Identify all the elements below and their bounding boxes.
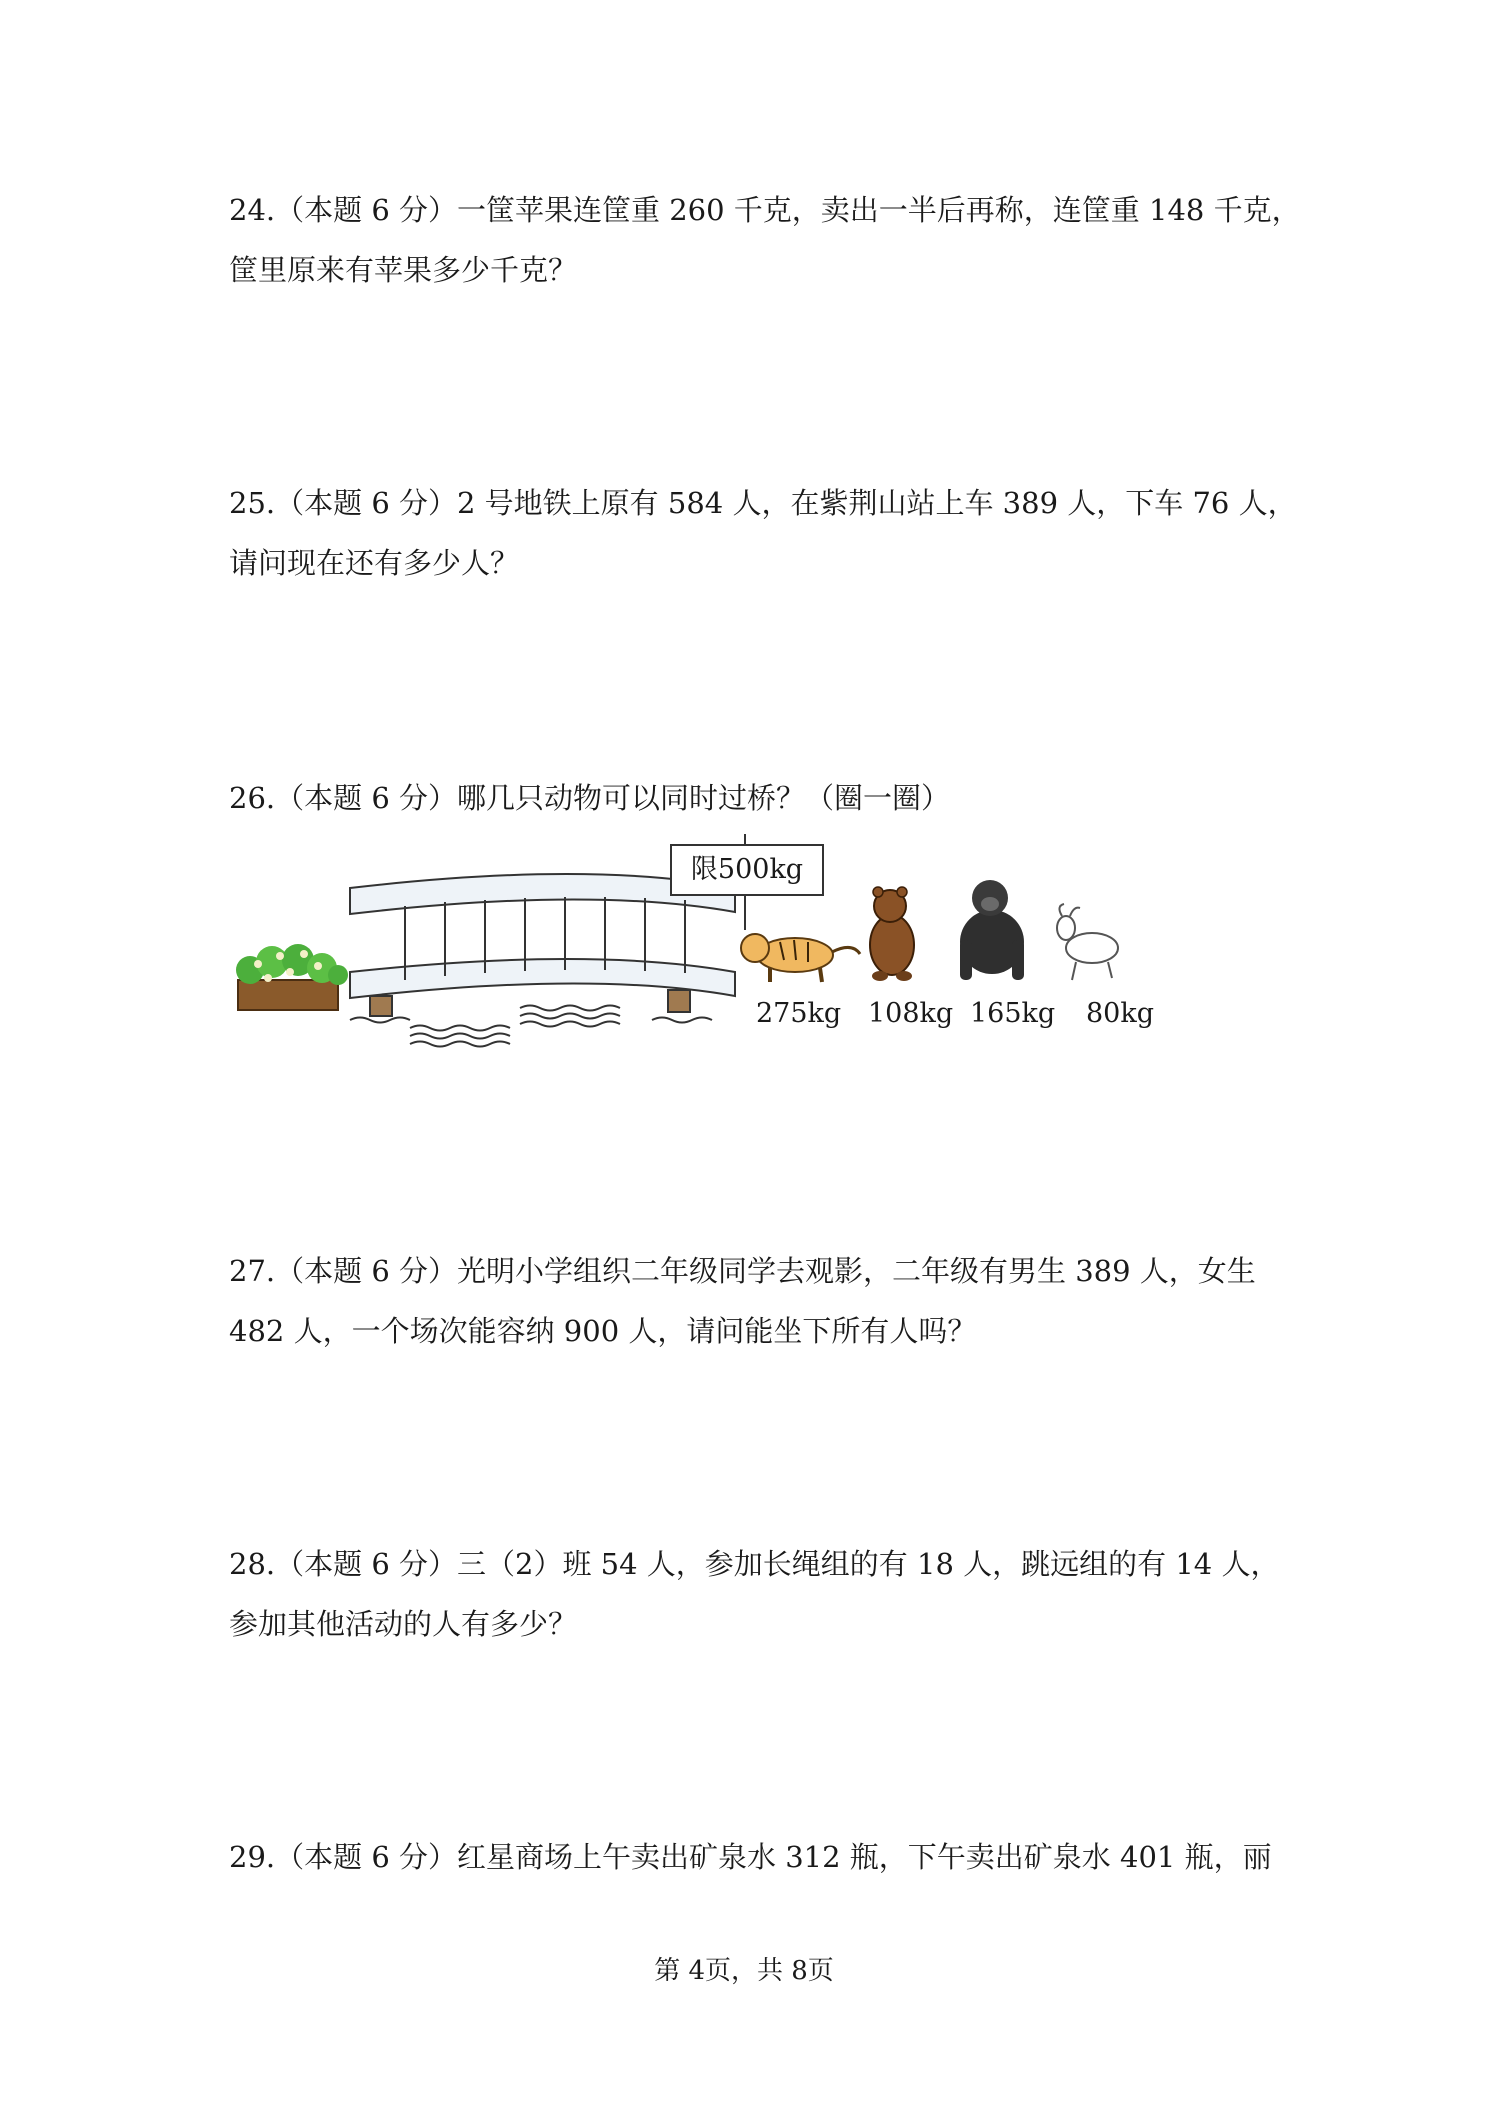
question-29 [229, 1827, 1272, 1887]
question-26 [229, 768, 950, 828]
page-number: 第 4页，共 8页 [654, 1956, 834, 1986]
tiger-weight: 275kg [756, 998, 842, 1029]
question-25-line1: 25.（本题 6 分）2 号地铁上原有 584 人，在紫荆山站上车 389 人，下车 76 人， [229, 486, 1297, 520]
question-28-line2: 参加其他活动的人有多少？ [229, 1607, 578, 1641]
page-footer [0, 1950, 1488, 1987]
goat-weight: 80kg [1086, 998, 1155, 1029]
question-28-line1: 28.（本题 6 分）三（2）班 54 人，参加长绳组的有 18 人，跳远组的有 14 人， [229, 1547, 1280, 1581]
water-waves-icon [350, 1006, 712, 1047]
question-24-line1: 24.（本题 6 分）一筐苹果连筐重 260 千克，卖出一半后再称，连筐重 148 千克， [229, 193, 1301, 227]
flower-bush-icon [236, 944, 348, 1010]
question-24-line2: 筐里原来有苹果多少千克？ [229, 253, 578, 287]
question-28 [229, 1534, 1279, 1654]
bear-weight: 108kg [868, 998, 954, 1029]
bridge-figure [220, 830, 1180, 1070]
gorilla-weight: 165kg [970, 998, 1056, 1029]
gorilla-icon [960, 880, 1024, 980]
tiger-icon [741, 934, 860, 982]
goat-icon [1057, 904, 1118, 980]
question-27-line1: 27.（本题 6 分）光明小学组织二年级同学去观影，二年级有男生 389 人，女生 [229, 1254, 1256, 1288]
question-27 [229, 1241, 1256, 1361]
weight-limit-sign: 限500kg [670, 844, 824, 896]
question-24 [229, 180, 1301, 300]
question-25-line2: 请问现在还有多少人？ [229, 546, 520, 580]
question-26-line1: 26.（本题 6 分）哪几只动物可以同时过桥？（圈一圈） [229, 781, 951, 815]
question-29-line1: 29.（本题 6 分）红星商场上午卖出矿泉水 312 瓶，下午卖出矿泉水 401 瓶，丽 [229, 1840, 1272, 1874]
question-25 [229, 473, 1297, 593]
question-27-line2: 482 人，一个场次能容纳 900 人，请问能坐下所有人吗？ [229, 1314, 977, 1348]
bear-icon [870, 887, 914, 981]
